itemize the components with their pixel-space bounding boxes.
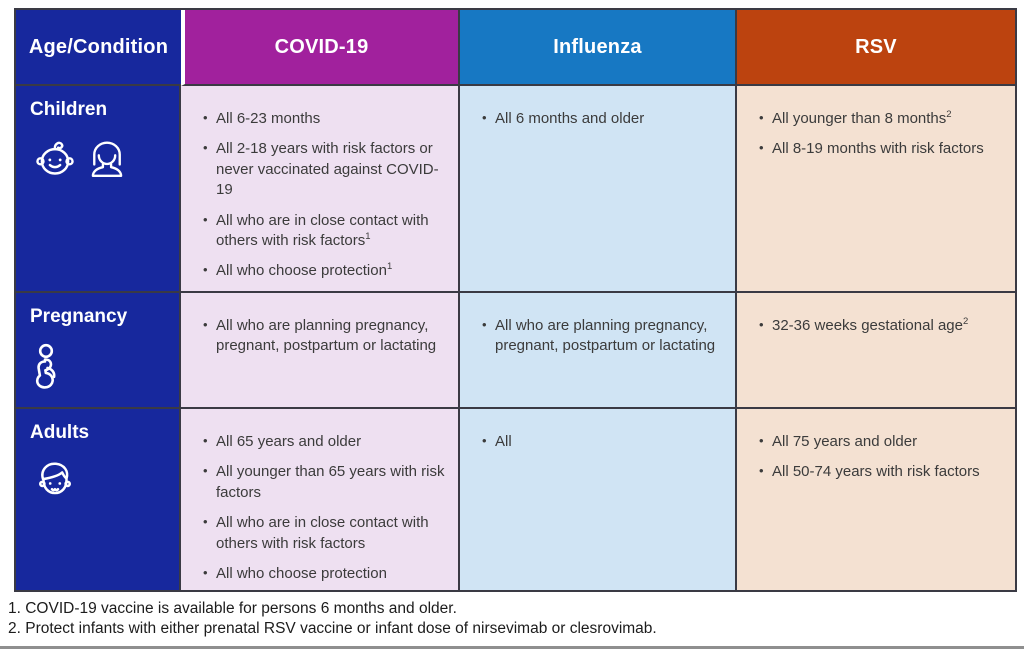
header-covid19-label: COVID-19 — [274, 35, 369, 58]
header-covid19 — [181, 10, 460, 86]
bullet-item: • All who are planning pregnancy, pregnant, postpartum or lactating — [202, 316, 446, 357]
footnote-marker: 1 — [365, 230, 371, 242]
bullet-item: • All younger than 8 months$^2$ — [758, 109, 1003, 129]
cell-pregnancy-influenza — [460, 293, 737, 409]
row-label-children — [16, 86, 181, 293]
bullet-item: • All who choose protection$^1$ — [202, 261, 446, 281]
cell-children-rsv — [737, 86, 1015, 293]
footnote-1: 1. COVID-19 vaccine is available for persons 6 months and older. — [8, 600, 457, 617]
vaccine-recommendations-table — [14, 8, 1017, 592]
header-influenza-label: Influenza — [553, 35, 642, 58]
pregnancy-label: Pregnancy — [30, 306, 128, 327]
footnote-marker: 2 — [946, 109, 952, 120]
header-age-condition-label: Age/Condition — [28, 35, 169, 58]
cell-children-influenza — [460, 86, 737, 293]
bullet-list — [737, 86, 1015, 160]
header-age-condition — [16, 10, 181, 86]
pregnant-woman-icon — [32, 343, 66, 399]
row-label-adults — [16, 409, 181, 590]
bullet-list — [737, 409, 1015, 483]
bullet-item: • 32-36 weeks gestational age$^2$ — [758, 316, 1003, 336]
footnote-2: 2. Protect infants with either prenatal RSV vaccine or infant dose of nirsevimab or clesrovimab. — [8, 620, 657, 638]
bullet-list — [181, 409, 458, 584]
adults-icons — [30, 459, 171, 505]
bullet-item: • All younger than 65 years with risk factors — [202, 462, 446, 503]
bullet-list — [181, 86, 458, 282]
header-influenza — [460, 10, 737, 86]
cell-children-covid19 — [181, 86, 460, 293]
cell-pregnancy-rsv — [737, 293, 1015, 409]
bullet-list — [460, 293, 735, 357]
girl-icon — [87, 137, 127, 181]
header-rsv — [737, 10, 1015, 86]
cell-adults-influenza — [460, 409, 737, 590]
cell-adults-covid19 — [181, 409, 460, 590]
cell-adults-rsv — [737, 409, 1015, 590]
pregnancy-icons — [30, 343, 171, 399]
bullet-item: • All 6-23 months — [202, 109, 446, 129]
bullet-item: • All who are planning pregnancy, pregnant, postpartum or lactating — [481, 316, 723, 357]
cell-pregnancy-covid19 — [181, 293, 460, 409]
bullet-list — [181, 293, 458, 357]
children-label: Children — [30, 99, 108, 120]
bullet-item: • All 65 years and older — [202, 432, 446, 452]
bullet-item: • All 2-18 years with risk factors or never vaccinated against COVID-19 — [202, 139, 446, 200]
bullet-item: • All who are in close contact with others with risk factors — [202, 513, 446, 554]
bullet-list — [460, 409, 735, 452]
bottom-divider — [0, 646, 1024, 649]
bullet-item: • All who choose protection — [202, 564, 446, 584]
footnote-marker: 2 — [962, 316, 969, 327]
adult-man-icon — [32, 459, 78, 505]
bullet-item: • All 75 years and older — [758, 432, 1003, 452]
footnote-marker: 1 — [386, 261, 393, 273]
bullet-item: • All 50-74 years with risk factors — [758, 462, 1003, 482]
bullet-list — [460, 86, 735, 129]
adults-label: Adults — [30, 422, 90, 443]
children-icons — [30, 136, 171, 181]
baby-icon — [32, 136, 78, 181]
bullet-item: • All 8-19 months with risk factors — [758, 139, 1003, 159]
row-label-pregnancy — [16, 293, 181, 409]
bullet-item: • All 6 months and older — [481, 109, 723, 129]
bullet-item: • All — [481, 432, 723, 452]
bullet-list — [737, 293, 1015, 336]
footnotes — [8, 599, 657, 640]
header-rsv-label: RSV — [855, 35, 897, 58]
bullet-item: • All who are in close contact with others with risk factors$^1$ — [202, 211, 446, 252]
